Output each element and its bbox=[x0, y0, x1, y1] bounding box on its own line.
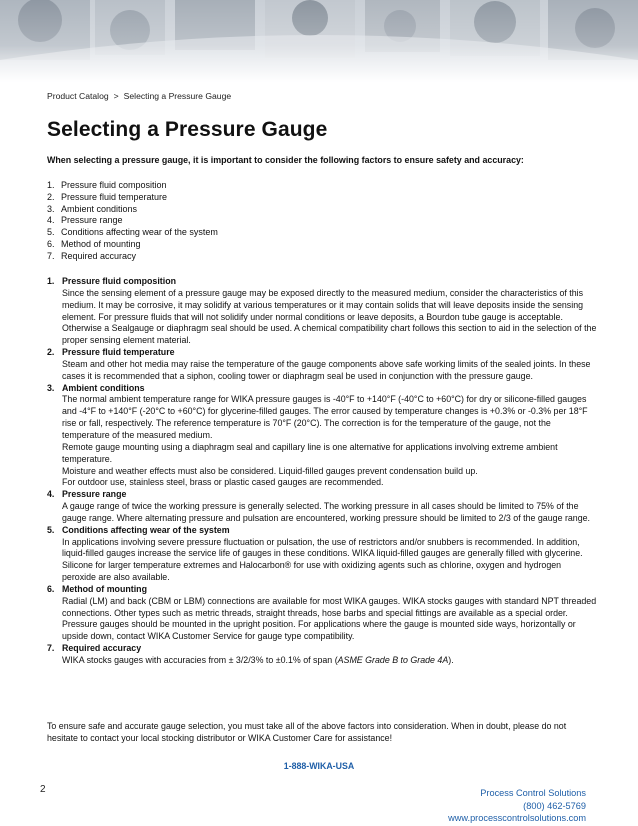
section-number: 2. bbox=[47, 347, 55, 358]
list-item bbox=[47, 215, 218, 227]
list-item-label: Pressure range bbox=[61, 215, 123, 226]
section-pressure-fluid-composition bbox=[47, 276, 597, 347]
list-item bbox=[47, 239, 218, 251]
breadcrumb-separator: > bbox=[113, 91, 119, 101]
section-paragraph: Pressure gauges should be mounted in the upright position. For applications where the gauge is mounted side ways, horizontally or upside down, contact WIKA Customer Service for gauge type compatibility. bbox=[62, 619, 576, 642]
list-item-number: 6. bbox=[47, 238, 55, 249]
section-number: 7. bbox=[47, 643, 55, 654]
list-item-label: Conditions affecting wear of the system bbox=[61, 227, 218, 238]
breadcrumb-root[interactable]: Product Catalog bbox=[47, 91, 109, 101]
section-paragraph: The normal ambient temperature range for WIKA pressure gauges is -40°F to +140°F (-40°C to +60°C) for dry or silicone-filled gauges and -4°F to +140°F (-20°C to +60°C) for glycerine-filled gauges. The error caused by temperature changes is +0.3% or -0.3% per 18°F rise or fall, respectively. The reference temperature is 70°F (20°C). The correction is for the temperature of the gauge, not the temperature of the measured medium. bbox=[62, 394, 588, 440]
section-number: 5. bbox=[47, 524, 55, 535]
section-required-accuracy bbox=[47, 643, 597, 667]
header-banner-image bbox=[0, 0, 638, 82]
factor-sections bbox=[47, 276, 597, 667]
section-heading: Ambient conditions bbox=[62, 382, 145, 393]
list-item-number: 7. bbox=[47, 250, 55, 261]
list-item-label: Required accuracy bbox=[61, 250, 137, 261]
section-heading: Pressure fluid temperature bbox=[62, 347, 175, 358]
footer-company: Process Control Solutions bbox=[480, 788, 586, 798]
section-paragraph: For outdoor use, stainless steel, brass or plastic cased gauges are recommended. bbox=[62, 477, 384, 488]
section-paragraph: Moisture and weather effects must also be considered. Liquid-filled gauges prevent condensation build up. bbox=[62, 465, 478, 476]
section-paragraph: Steam and other hot media may raise the temperature of the gauge components above safe working limits of the sealed joints. In these cases it is recommended that a siphon, cooling tower or diaphragm seal be used in conjunction with the pressure gauge. bbox=[62, 358, 591, 381]
list-item-number: 4. bbox=[47, 215, 55, 226]
list-item-label: Method of mounting bbox=[61, 238, 141, 249]
breadcrumb-current: Selecting a Pressure Gauge bbox=[123, 91, 232, 101]
section-number: 4. bbox=[47, 489, 55, 500]
section-number: 1. bbox=[47, 276, 55, 286]
list-item bbox=[47, 192, 218, 204]
section-heading: Required accuracy bbox=[62, 643, 142, 654]
section-paragraph: Radial (LM) and back (CBM or LBM) connections are available for most WIKA gauges. WIKA stocks gauges with standard NPT threaded connections. Other types such as metric threads, straight threads, hose barbs and special fittings are available as a special order. bbox=[62, 595, 597, 618]
section-conditions-affecting-wear bbox=[47, 525, 597, 584]
factors-list bbox=[47, 180, 218, 263]
accuracy-tail: ). bbox=[448, 655, 454, 665]
page-number: 2 bbox=[40, 784, 46, 795]
list-item bbox=[47, 251, 218, 263]
list-item-number: 5. bbox=[47, 227, 55, 238]
section-paragraph: Since the sensing element of a pressure gauge may be exposed directly to the measured medium, consider the characteristics of this medium. It may be corrosive, it may solidify at various temperatures or it may contain solids that will leave deposits inside the sensing element. For pressure fluids that will not solidify under normal conditions or leave deposits, a Bourdon tube gauge is acceptable. Otherwise a Sealgauge or diaphragm seal should be used. A chemical compatibility chart follows this section to aid in the selection of the proper sensing element material. bbox=[62, 287, 597, 346]
list-item bbox=[47, 204, 218, 216]
footer-phone[interactable]: (800) 462-5769 bbox=[523, 800, 586, 811]
footer-contact bbox=[448, 787, 586, 825]
section-paragraph: In applications involving severe pressure fluctuation or pulsation, the use of restrictors and/or snubbers is recommended. In addition, liquid-filled gauges increase the service life of gauges in these conditions. WIKA liquid-filled gauges are generally filled with glycerine. Silicone for larger temperature extremes and Halocarbon® for use with oxidizing agents such as chlorine, oxygen and hydrogen peroxide are also available. bbox=[62, 536, 583, 583]
intro-text: When selecting a pressure gauge, it is important to consider the following factors to ensure safety and accuracy: bbox=[47, 155, 524, 165]
list-item-number: 1. bbox=[47, 180, 55, 190]
phone-number[interactable]: 1-888-WIKA-USA bbox=[283, 761, 355, 771]
section-pressure-range bbox=[47, 489, 597, 525]
page-title: Selecting a Pressure Gauge bbox=[47, 118, 328, 141]
list-item-number: 3. bbox=[47, 203, 55, 214]
section-paragraph: A gauge range of twice the working pressure is generally selected. The working pressure in all cases should be limited to 75% of the gauge range. Where alternating pressure and pulsation are encountered, working pressure should be limited to 2/3 of the gauge range. bbox=[62, 501, 591, 523]
accuracy-grade: ASME Grade B to Grade 4A bbox=[337, 655, 449, 665]
section-ambient-conditions bbox=[47, 383, 597, 490]
section-number: 3. bbox=[47, 382, 55, 393]
section-method-of-mounting bbox=[47, 584, 597, 643]
list-item-label: Pressure fluid temperature bbox=[61, 191, 168, 202]
list-item bbox=[47, 227, 218, 239]
section-heading: Pressure fluid composition bbox=[62, 276, 177, 286]
section-heading: Conditions affecting wear of the system bbox=[62, 524, 230, 535]
section-paragraph bbox=[62, 655, 597, 667]
section-pressure-fluid-temperature bbox=[47, 347, 597, 383]
breadcrumb bbox=[47, 91, 231, 101]
section-heading: Method of mounting bbox=[62, 583, 147, 594]
accuracy-text: WIKA stocks gauges with accuracies from ± 3/2/3% to ±0.1% of span ( bbox=[62, 655, 338, 665]
section-heading: Pressure range bbox=[62, 489, 127, 500]
list-item bbox=[47, 180, 218, 192]
list-item-label: Pressure fluid composition bbox=[61, 180, 167, 190]
section-number: 6. bbox=[47, 583, 55, 594]
list-item-label: Ambient conditions bbox=[61, 203, 138, 214]
footer-website-link[interactable]: www.processcontrolsolutions.com bbox=[448, 813, 586, 823]
section-paragraph: Remote gauge mounting using a diaphragm seal and capillary line is one alternative for applications involving extreme ambient temperature. bbox=[62, 441, 558, 464]
closing-text: To ensure safe and accurate gauge selection, you must take all of the above factors into consideration. When in doubt, please do not hesitate to contact your local stocking distributor or WIKA Customer Care for assistance! bbox=[47, 721, 567, 743]
list-item-number: 2. bbox=[47, 191, 55, 202]
